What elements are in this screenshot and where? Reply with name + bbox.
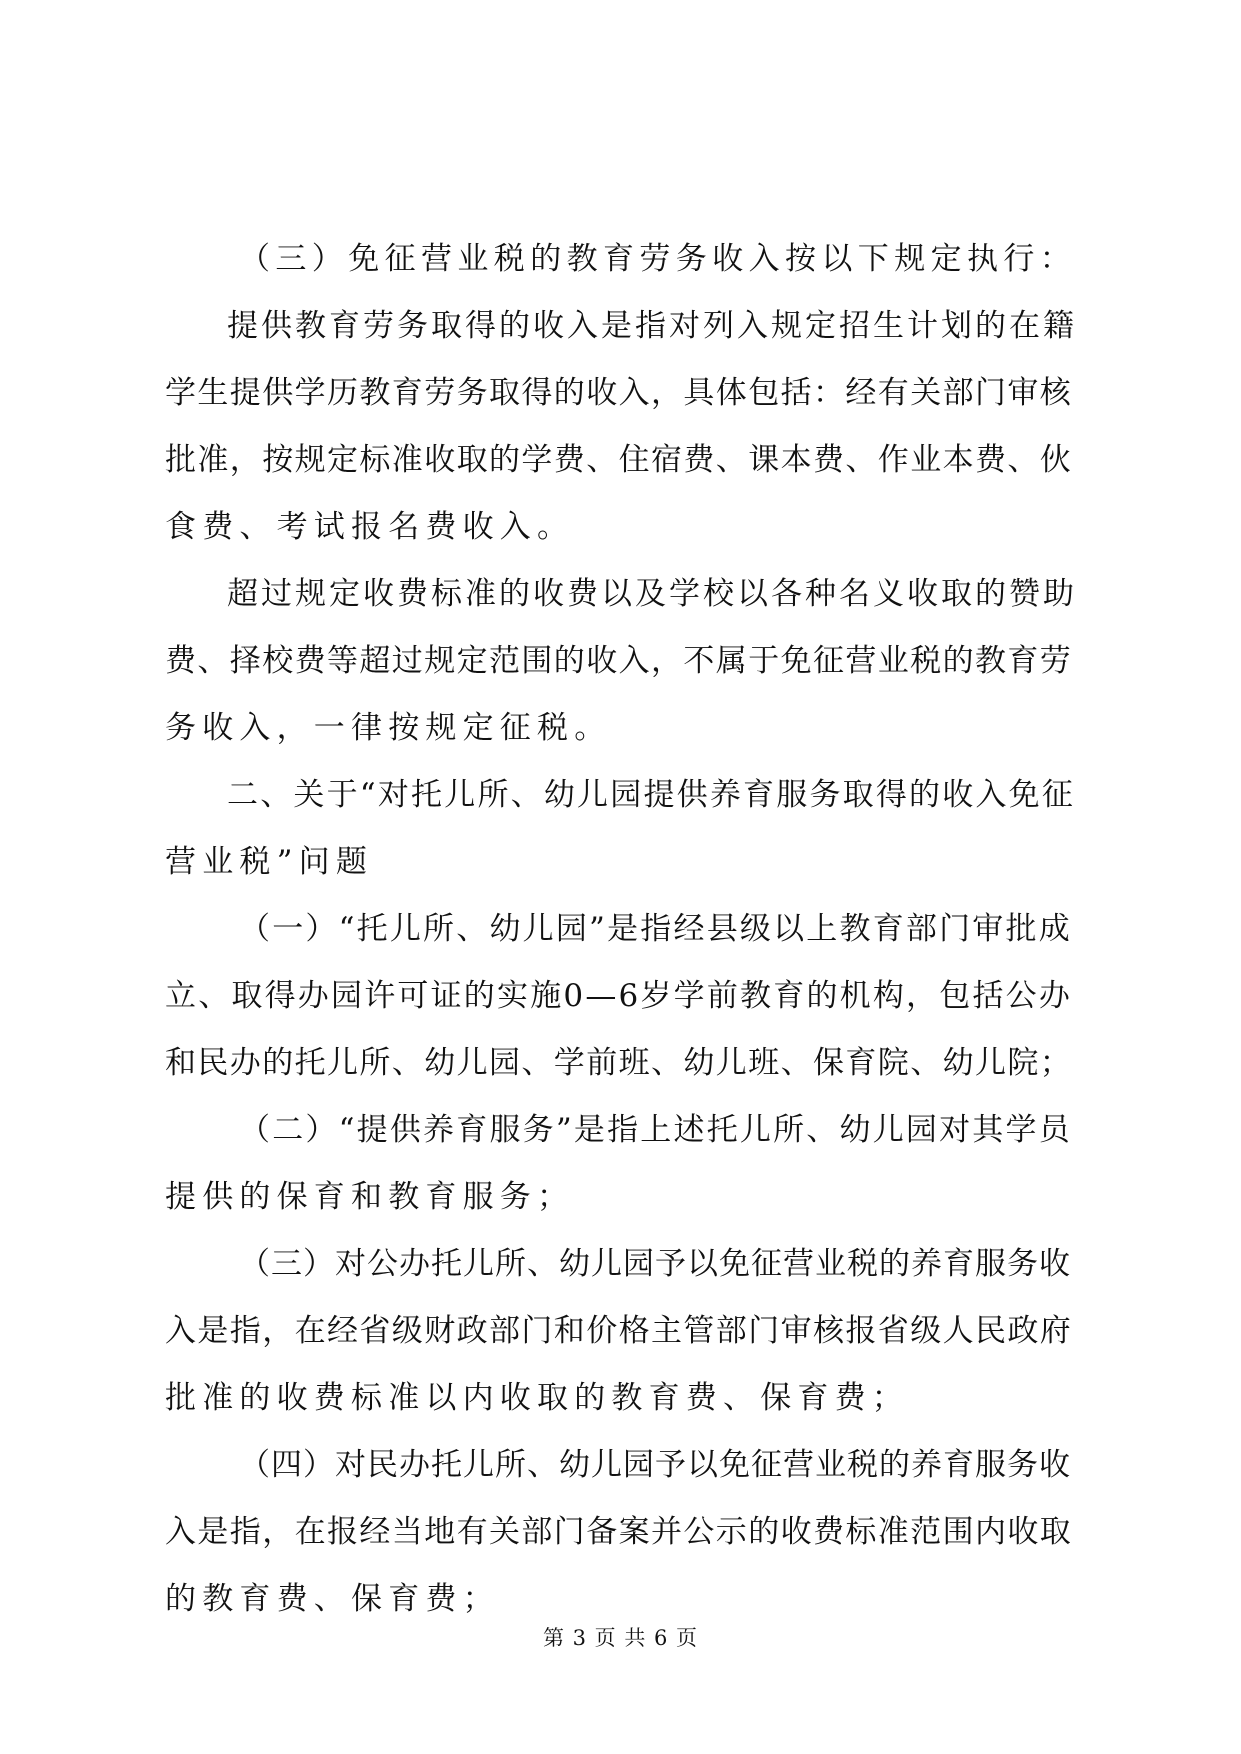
text-line: 营业税”问题 [165, 844, 374, 880]
text-line: 超过规定收费标准的收费以及学校以各种名义收取的赞助 [227, 576, 1077, 612]
paragraph-item-1 [165, 896, 1077, 1097]
paragraph-education-income [165, 293, 1077, 561]
text-line: 和民办的托儿所、幼儿园、学前班、幼儿班、保育院、幼儿院； [165, 1045, 1073, 1081]
text-line: （二）“提供养育服务”是指上述托儿所、幼儿园对其学员 [239, 1112, 1072, 1148]
text-line: （三）免征营业税的教育劳务收入按以下规定执行： [239, 241, 1077, 277]
paragraph-excess-fees [165, 561, 1077, 762]
text-line: （三）对公办托儿所、幼儿园予以免征营业税的养育服务收 [239, 1246, 1071, 1282]
text-line: 学生提供学历教育劳务取得的收入，具体包括：经有关部门审核 [165, 375, 1073, 411]
paragraph-item-4 [165, 1432, 1077, 1633]
document-body [165, 226, 1077, 1633]
paragraph-section-3-heading [165, 226, 1077, 293]
text-line: 提供的保育和教育服务； [165, 1179, 575, 1215]
text-line: 入是指，在经省级财政部门和价格主管部门审核报省级人民政府 [165, 1313, 1073, 1349]
paragraph-item-2 [165, 1097, 1077, 1231]
page-footer [0, 1622, 1241, 1652]
text-line: 批准，按规定标准收取的学费、住宿费、课本费、作业本费、伙 [165, 442, 1073, 478]
text-line: 务收入，一律按规定征税。 [165, 710, 612, 746]
text-line: （四）对民办托儿所、幼儿园予以免征营业税的养育服务收 [239, 1447, 1071, 1483]
text-line: 二、关于“对托儿所、幼儿园提供养育服务取得的收入免征 [227, 777, 1076, 813]
text-line: 提供教育劳务取得的收入是指对列入规定招生计划的在籍 [227, 308, 1077, 344]
text-line: 入是指，在报经当地有关部门备案并公示的收费标准范围内收取 [165, 1514, 1073, 1550]
text-line: 立、取得办园许可证的实施0—6岁学前教育的机构，包括公办 [165, 978, 1073, 1014]
paragraph-item-3 [165, 1231, 1077, 1432]
page-number-indicator: 第 3 页 共 6 页 [542, 1626, 699, 1650]
paragraph-section-2-heading [165, 762, 1077, 896]
text-line: 费、择校费等超过规定范围的收入，不属于免征营业税的教育劳 [165, 643, 1073, 679]
text-line: 食费、考试报名费收入。 [165, 509, 575, 545]
text-line: （一）“托儿所、幼儿园”是指经县级以上教育部门审批成 [239, 911, 1072, 947]
text-line: 批准的收费标准以内收取的教育费、保育费； [165, 1380, 909, 1416]
text-line: 的教育费、保育费； [165, 1581, 500, 1617]
